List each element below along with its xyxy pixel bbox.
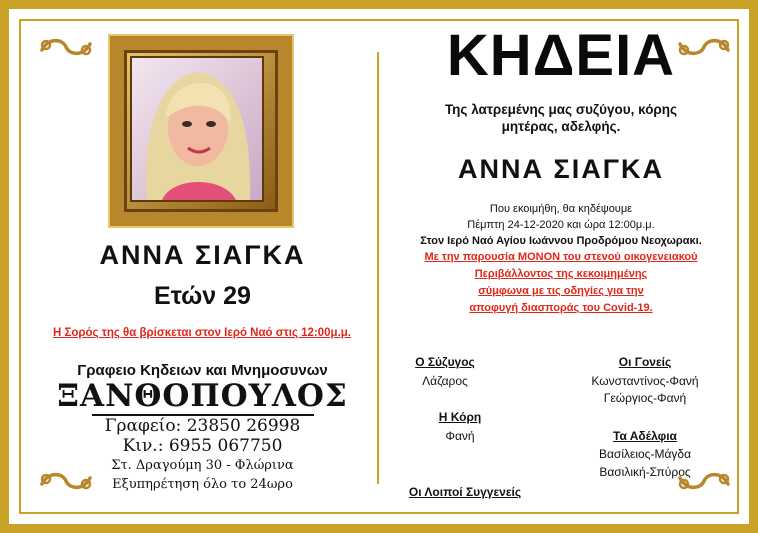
mobile-phone: Κιν.: 6955 067750 bbox=[122, 436, 283, 456]
siblings-line-2: Βασιλική-Σπύρος bbox=[599, 465, 691, 479]
coffin-notice: Η Σορός της θα βρίσκεται στον Ιερό Ναό στις 12:00μ.μ. bbox=[52, 327, 351, 339]
intro-line-2: μητέρας, αδελφής. bbox=[501, 119, 621, 134]
covid-line-3: σύμφωνα με τις οδηγίες για την bbox=[478, 285, 644, 297]
parents-line-2: Γεώργιος-Φανή bbox=[603, 391, 687, 405]
deceased-name-right: ΑΝΝΑ ΣΙΑΓΚΑ bbox=[458, 154, 664, 184]
daughter-name: Φανή bbox=[445, 429, 475, 443]
parents-line-1: Κωνσταντίνος-Φανή bbox=[591, 374, 699, 388]
funeral-heading: ΚΗΔΕΙΑ bbox=[446, 23, 676, 88]
siblings-line-1: Βασίλειος-Μάγδα bbox=[598, 447, 692, 461]
detail-line-1: Που εκοιμήθη, θα κηδέψουμε bbox=[489, 203, 633, 215]
office-phone: Γραφείο: 23850 26998 bbox=[104, 416, 301, 436]
detail-line-3: Στον Ιερό Ναό Αγίου Ιωάννου Προδρόμου Νεοχωρακι. bbox=[420, 235, 702, 247]
funeral-office-title: Γραφειο Κηδειων και Μνημοσυνων bbox=[77, 362, 328, 379]
ornament-scroll-icon bbox=[38, 36, 94, 58]
portrait-frame bbox=[110, 36, 292, 226]
office-address: Στ. Δραγούμη 30 - Φλώρινα bbox=[111, 458, 294, 473]
deceased-age: Ετών 29 bbox=[154, 282, 251, 310]
company-name: ΞΑΝΘΟΠΟΥΛΟΣ bbox=[57, 378, 348, 414]
intro-line-1: Της λατρεμένης μας συζύγου, κόρης bbox=[444, 102, 678, 117]
daughter-title: Η Κόρη bbox=[438, 410, 482, 424]
covid-line-2: Περιβάλλοντος της κεκοιμημένης bbox=[474, 268, 648, 280]
service-hours: Εξυπηρέτηση όλο το 24ωρο bbox=[112, 477, 293, 492]
deceased-name: ΑΝΝΑ ΣΙΑΓΚΑ bbox=[99, 240, 306, 270]
covid-line-4: αποφυγή διασποράς του Covid-19. bbox=[469, 302, 653, 314]
covid-line-1: Με την παρουσία ΜΟΝΟΝ του στενού οικογενειακού bbox=[424, 251, 698, 263]
spouse-name: Λάζαρος bbox=[422, 374, 468, 388]
column-divider bbox=[377, 52, 379, 484]
relatives-title: Οι Λοιποί Συγγενείς bbox=[408, 485, 522, 499]
siblings-title: Τα Αδέλφια bbox=[613, 429, 677, 443]
detail-line-2: Πέμπτη 24-12-2020 και ώρα 12:00μ.μ. bbox=[467, 219, 655, 231]
portrait-photo bbox=[130, 56, 264, 202]
spouse-title: Ο Σύζυγος bbox=[415, 355, 475, 369]
parents-title: Οι Γονείς bbox=[618, 355, 672, 369]
